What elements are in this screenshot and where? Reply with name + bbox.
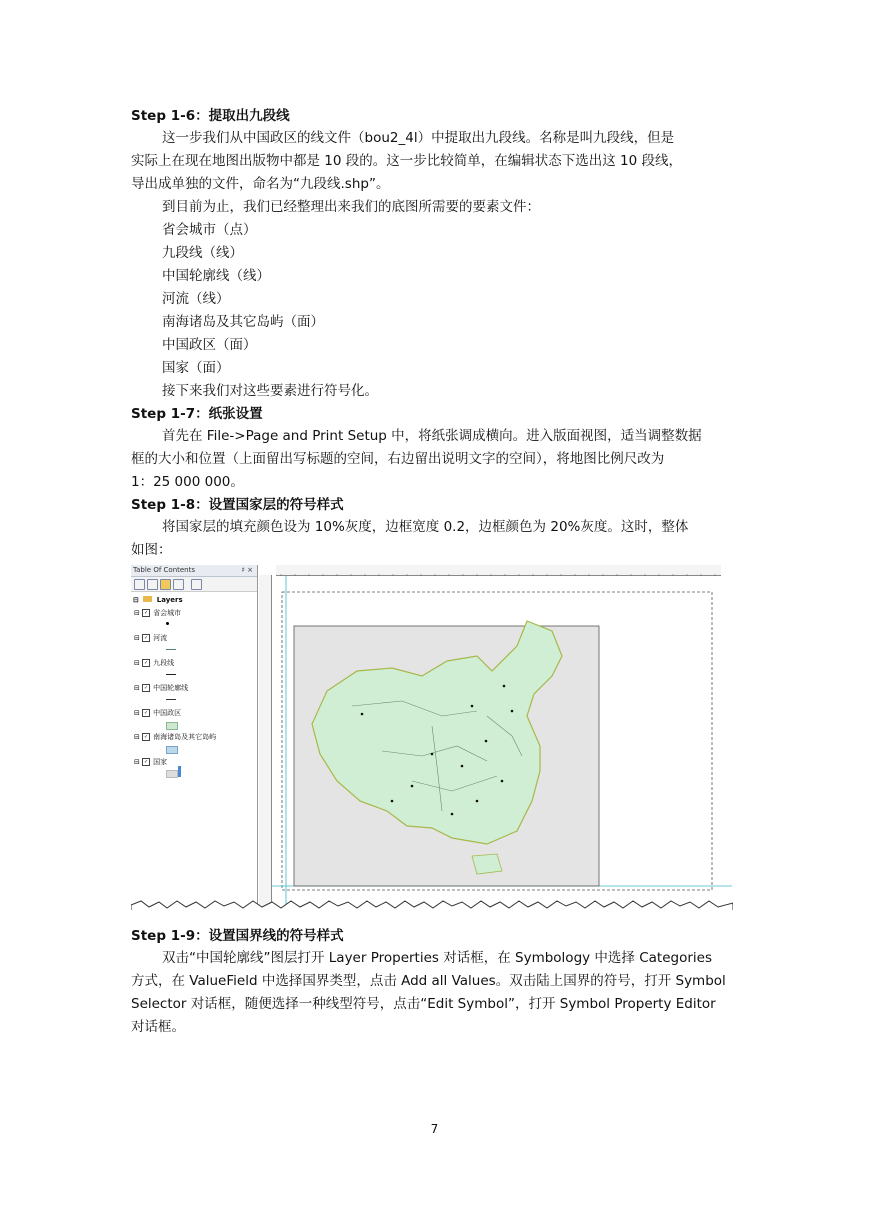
paragraph-line: 这一步我们从中国政区的线文件（bou2_4l）中提取出九段线。名称是叫九段线，但是: [162, 130, 675, 146]
layers-folder-icon: [143, 596, 152, 602]
toc-layer-item[interactable]: [134, 757, 167, 767]
visibility-checkbox[interactable]: ✓: [144, 734, 149, 740]
toc-layer-item[interactable]: [134, 732, 216, 742]
list-by-drawing-order-icon[interactable]: [134, 579, 145, 590]
paragraph-line: 导出成单独的文件，命名为“九段线.shp”。: [131, 176, 390, 192]
collapse-icon[interactable]: ⊟: [134, 709, 140, 717]
toc-toolbar: [131, 577, 257, 592]
paragraph-step-1-9: [131, 947, 737, 1039]
visibility-checkbox[interactable]: ✓: [144, 759, 149, 765]
paragraph-line: 对话框。: [131, 1019, 185, 1035]
layers-root-label: Layers: [156, 596, 183, 604]
collapse-icon[interactable]: ⊟: [134, 659, 140, 667]
heading-step-1-6: Step 1-6：提取出九段线: [131, 108, 290, 124]
toc-title: Table Of Contents: [133, 566, 196, 574]
visibility-checkbox[interactable]: ✓: [144, 635, 149, 641]
visibility-checkbox[interactable]: ✓: [144, 610, 149, 616]
paragraph-line: 双击“中国轮廓线”图层打开 Layer Properties 对话框，在 Symbology 中选择 Categories: [162, 950, 712, 966]
vertical-ruler: [259, 575, 272, 905]
paragraph-step-1-6: [131, 127, 737, 196]
paragraph-step-1-8: [131, 516, 737, 562]
layer-label: 国家: [153, 758, 168, 766]
list-item: 河流（线）: [162, 291, 230, 307]
collapse-icon[interactable]: ⊟: [134, 684, 140, 692]
heading-step-1-8: Step 1-8：设置国家层的符号样式: [131, 497, 344, 513]
layout-view[interactable]: [272, 576, 732, 906]
layer-label: 河流: [153, 634, 168, 642]
list-item: 中国轮廓线（线）: [162, 268, 270, 284]
map-layout-canvas: [272, 576, 732, 906]
paragraph-line: 如图：: [131, 542, 172, 558]
paragraph-line: 首先在 File->Page and Print Setup 中，将纸张调成横向。进入版面视图，适当调整数据: [162, 428, 702, 444]
layer-label: 南海诸岛及其它岛屿: [153, 733, 217, 741]
layers-root[interactable]: [133, 596, 183, 604]
list-by-selection-icon[interactable]: [173, 579, 184, 590]
line-symbol: [166, 649, 176, 650]
heading-step-1-7: Step 1-7：纸张设置: [131, 406, 263, 422]
collapse-icon[interactable]: ⊟: [134, 634, 140, 642]
line-symbol: [166, 674, 176, 675]
paragraph-summary: [131, 196, 737, 219]
list-item: 国家（面）: [162, 360, 230, 376]
paragraph-line: 方式，在 ValueField 中选择国界类型，点击 Add all Values。双击陆上国界的符号，打开 Symbol: [131, 973, 726, 989]
paragraph-line: Selector 对话框，随便选择一种线型符号，点击“Edit Symbol”，打开 Symbol Property Editor: [131, 996, 716, 1012]
point-symbol: [166, 622, 169, 625]
collapse-icon[interactable]: ⊟: [133, 596, 139, 604]
toc-layer-item[interactable]: [134, 608, 181, 618]
arcmap-screenshot-figure: [131, 565, 733, 910]
collapse-icon[interactable]: ⊟: [134, 733, 140, 741]
paragraph-next: 接下来我们对这些要素进行符号化。: [162, 383, 378, 399]
toc-layer-item[interactable]: [134, 683, 188, 693]
layer-label: 九段线: [153, 659, 175, 667]
line-symbol: [166, 699, 176, 700]
page-number: 7: [430, 1122, 439, 1136]
layer-label: 省会城市: [153, 609, 182, 617]
polygon-symbol: [166, 722, 178, 730]
toc-layer-item[interactable]: [134, 708, 181, 718]
paragraph-line: 将国家层的填充颜色设为 10%灰度，边框宽度 0.2，边框颜色为 20%灰度。这时，整体: [162, 519, 689, 535]
toc-layer-item[interactable]: [134, 633, 167, 643]
polygon-symbol: [166, 746, 178, 754]
layer-label: 中国政区: [153, 709, 182, 717]
list-item: 中国政区（面）: [162, 337, 257, 353]
options-icon[interactable]: [191, 579, 202, 590]
pin-close-icon[interactable]: ♯ ×: [241, 566, 253, 574]
visibility-checkbox[interactable]: ✓: [144, 710, 149, 716]
toc-title-bar: [131, 565, 257, 577]
collapse-icon[interactable]: ⊟: [134, 758, 140, 766]
heading-step-1-9: Step 1-9：设置国界线的符号样式: [131, 928, 344, 944]
visibility-checkbox[interactable]: ✓: [144, 660, 149, 666]
list-by-source-icon[interactable]: [147, 579, 158, 590]
visibility-checkbox[interactable]: ✓: [144, 685, 149, 691]
list-item: 省会城市（点）: [162, 222, 257, 238]
paragraph-line: 框的大小和位置（上面留出写标题的空间，右边留出说明文字的空间），将地图比例尺改为: [131, 451, 665, 467]
paragraph-step-1-7: [131, 425, 737, 494]
list-item: 南海诸岛及其它岛屿（面）: [162, 314, 324, 330]
polygon-symbol: [166, 770, 178, 778]
horizontal-ruler: [276, 565, 721, 576]
toc-layer-item[interactable]: [134, 658, 174, 668]
paragraph-line: 到目前为止，我们已经整理出来我们的底图所需要的要素文件：: [162, 199, 540, 215]
collapse-icon[interactable]: ⊟: [134, 609, 140, 617]
table-of-contents-panel: [131, 565, 258, 905]
list-by-visibility-icon[interactable]: [160, 579, 171, 590]
selection-indicator: [178, 766, 181, 777]
paragraph-line: 1：25 000 000。: [131, 474, 244, 490]
list-item: 九段线（线）: [162, 245, 243, 261]
layer-label: 中国轮廓线: [153, 684, 189, 692]
torn-edge-decoration: [131, 898, 733, 910]
paragraph-line: 实际上在现在地图出版物中都是 10 段的。这一步比较简单，在编辑状态下选出这 10 段线，: [131, 153, 683, 169]
